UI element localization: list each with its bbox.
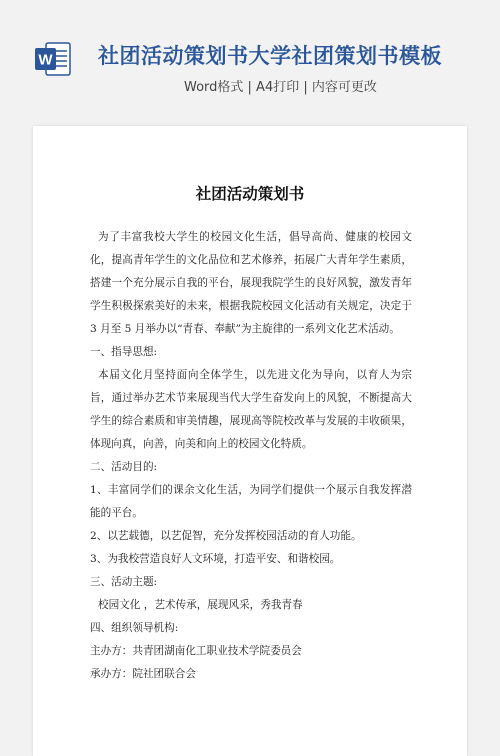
list-item: 2、以艺载德，以艺促智，充分发挥校园活动的育人功能。: [90, 530, 362, 542]
co-organizer-line: 承办方：院社团联合会: [90, 668, 196, 680]
header-banner: [0, 0, 500, 125]
section-heading: 四、组织领导机构:: [90, 622, 179, 634]
theme-text: 校园文化 ，艺术传承，展现风采，秀我青春: [98, 599, 303, 611]
intro-paragraph: 为了丰富我校大学生的校园文化生活，倡导高尚、健康的校园文化，提高青年学生的文化品位和艺术修养，拓展广大青年学生素质，搭建一个充分展示自我的平台，展现我院学生的良好风貌，激发青年学生积极探索美好的未来，根据我院校园文化活动有关规定，决定于 3 月至 5 月举办以“青春、奉献”为主旋律的一系列文化艺术活动。: [90, 231, 412, 335]
organizer-line: 主办方：共青团湖南化工职业技术学院委员会: [90, 645, 302, 657]
page-title: 社团活动策划书大学社团策划书模板: [98, 44, 442, 68]
section-heading: 一、指导思想:: [90, 346, 158, 358]
list-item: 3、为我校营造良好人文环境，打造平安、和谐校园。: [90, 553, 341, 565]
section-heading: 三、活动主题:: [90, 576, 158, 588]
document-page: [33, 126, 467, 756]
svg-text:W: W: [38, 51, 53, 69]
document-title: 社团活动策划书: [195, 184, 305, 203]
document-body: [90, 226, 412, 686]
word-document-icon: [34, 40, 72, 78]
list-item: 1、丰富同学们的课余文化生活，为同学们提供一个展示自我发挥潜能的平台。: [90, 484, 412, 519]
section-heading: 二、活动目的:: [90, 461, 158, 473]
page-subtitle: Word格式 | A4打印 | 内容可更改: [184, 80, 377, 95]
body-paragraph: 本届文化月坚持面向全体学生，以先进文化为导向，以育人为宗旨，通过举办艺术节来展现当代大学生奋发向上的风貌，不断提高大学生的综合素质和审美情趣，展现高等院校改革与发展的丰收硕果，体现向真，向善，向美和向上的校园文化特质。: [90, 369, 412, 450]
